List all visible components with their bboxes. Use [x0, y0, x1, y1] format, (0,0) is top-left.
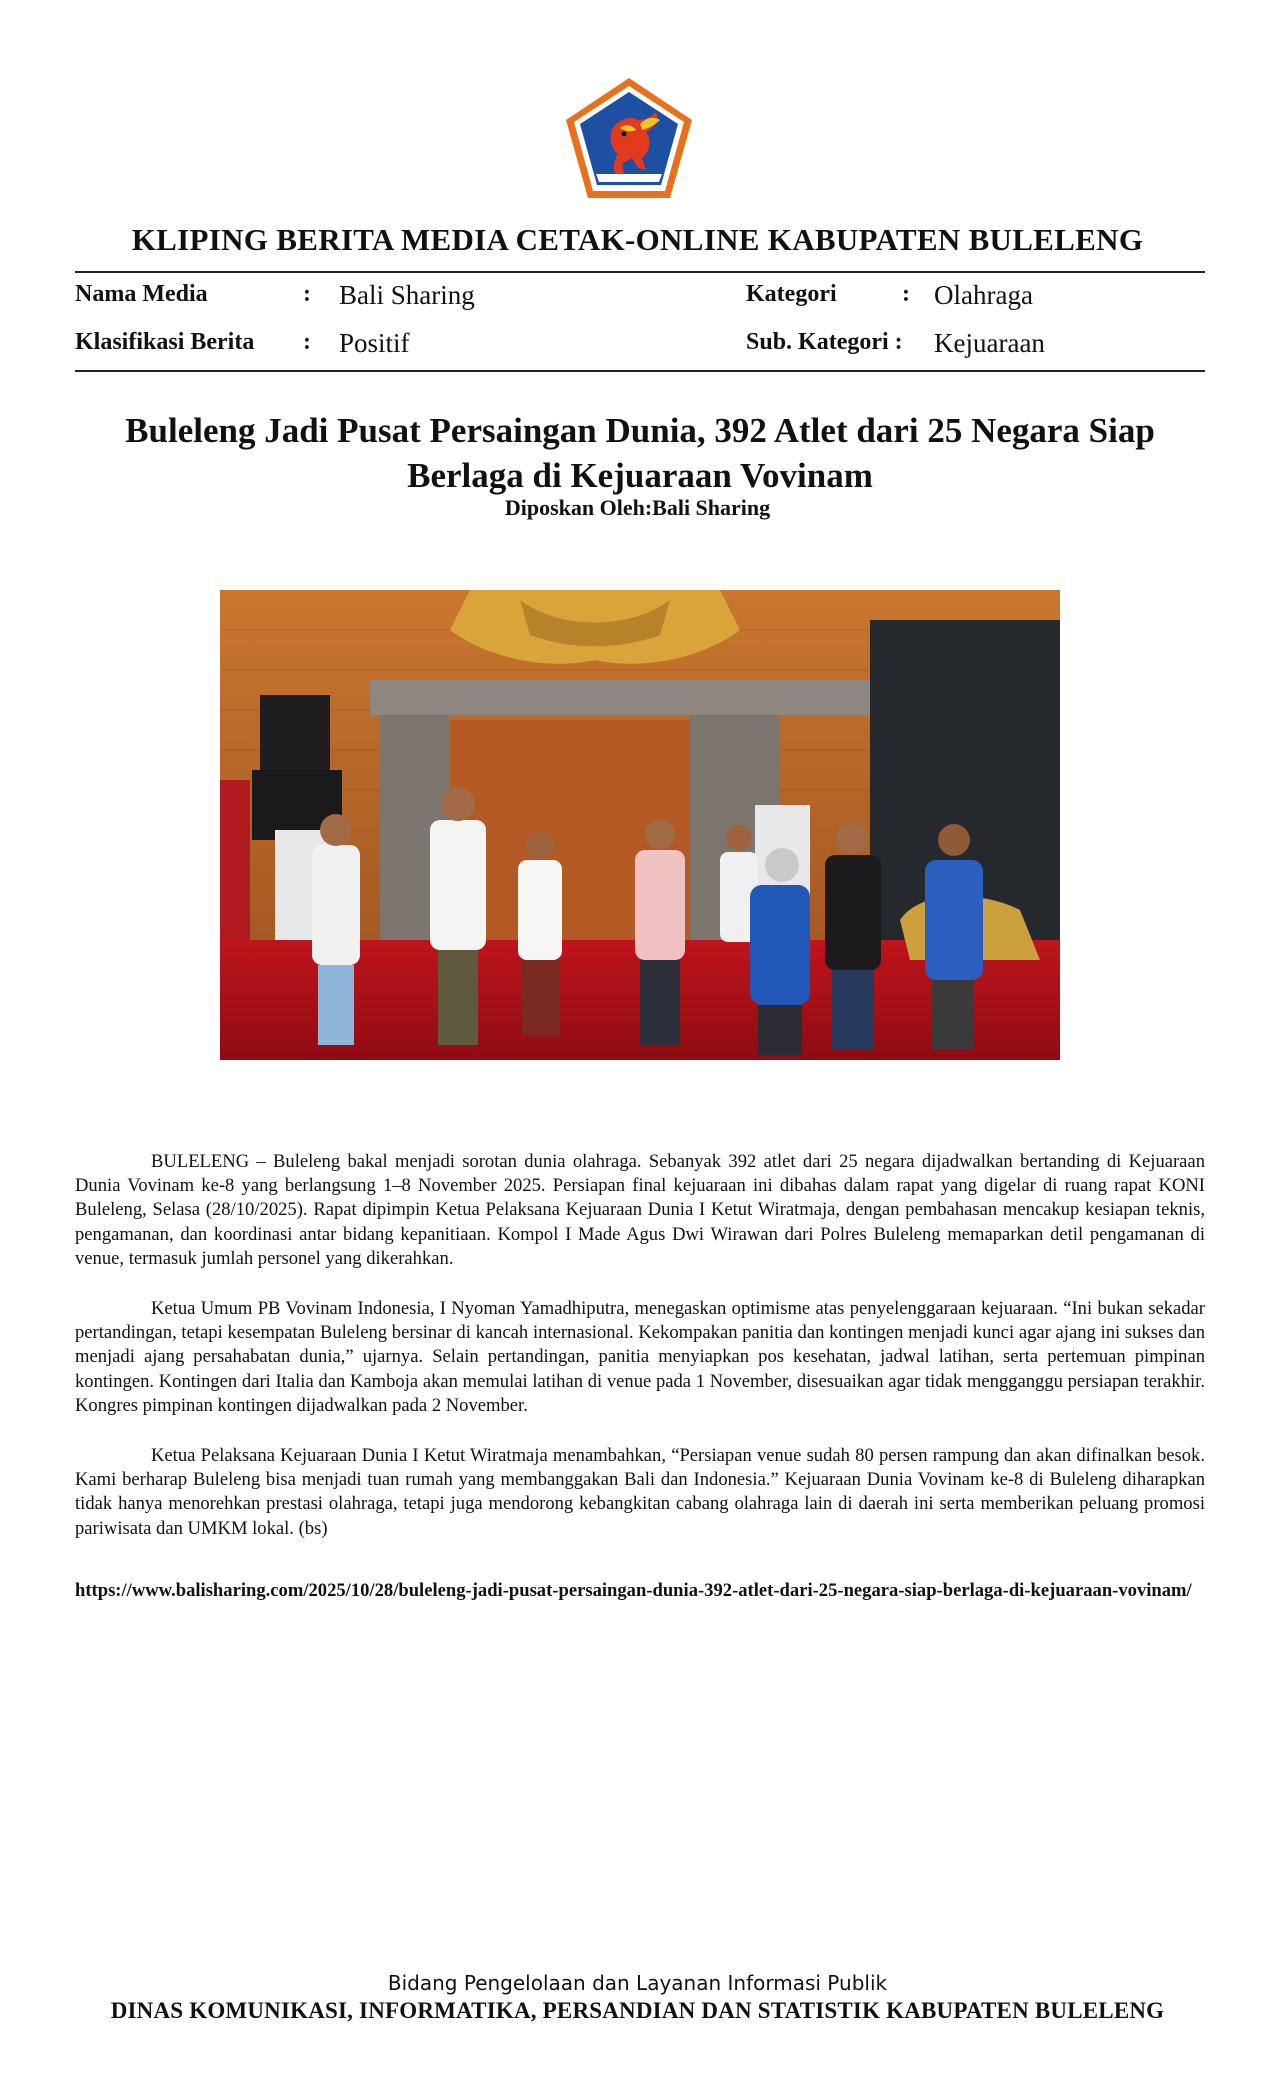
clipping-masthead-title: KLIPING BERITA MEDIA CETAK-ONLINE KABUPATEN BULELENG: [131, 222, 1144, 257]
sub-kategori-label: Sub. Kategori :: [746, 329, 903, 355]
nama-media-label: Nama Media: [75, 281, 208, 307]
header-divider-top: [75, 271, 1205, 273]
footer-agency: DINAS KOMUNIKASI, INFORMATIKA, PERSANDIAN DAN STATISTIK KABUPATEN BULELENG: [110, 1998, 1165, 2023]
klasifikasi-label: Klasifikasi Berita: [75, 329, 255, 355]
kategori-label: Kategori: [746, 281, 837, 307]
kategori-colon: :: [902, 281, 910, 307]
article-paragraph-2: Ketua Umum PB Vovinam Indonesia, I Nyoman Yamadhiputra, menegaskan optimisme atas penyelenggaraan kejuaraan. “Ini bukan sekadar pertandingan, tetapi kesempatan Buleleng bersinar di kancah internasional. Kekompakan panitia dan kontingen menjadi kunci agar ajang ini sukses dan menjadi ajang persahabatan dunia,” ujarnya. Selain pertandingan, panitia menyiapkan pos kesehatan, jadwal latihan, serta pertemuan pimpinan kontingen. Kontingen dari Italia dan Kamboja akan memulai latihan di venue pada 1 November, disesuaikan agar tidak mengganggu persiapan terakhir. Kongres pimpinan kontingen dijadwalkan pada 2 November.: [75, 1298, 1205, 1416]
article-headline: Buleleng Jadi Pusat Persaingan Dunia, 392 Atlet dari 25 Negara Siap Berlaga di Kejuaraan Vovinam: [125, 411, 1155, 495]
footer-division: Bidang Pengelolaan dan Layanan Informasi Publik: [387, 1971, 888, 1995]
article-body: [75, 1150, 1205, 1567]
emblem-icon: [562, 74, 696, 202]
article-byline: Diposkan Oleh:Bali Sharing: [504, 495, 771, 520]
event-venue-photo: [220, 590, 1060, 1060]
article-paragraph-1: BULELENG – Buleleng bakal menjadi sorotan dunia olahraga. Sebanyak 392 atlet dari 25 negara dijadwalkan bertanding di Kejuaraan Dunia Vovinam ke-8 yang berlangsung 1–8 November 2025. Persiapan final kejuaraan ini dibahas dalam rapat yang digelar di ruang rapat KONI Buleleng, Selasa (28/10/2025). Rapat dipimpin Ketua Pelaksana Kejuaraan Dunia I Ketut Wiratmaja, dengan pembahasan mencakup kesiapan teknis, pengamanan, dan koordinasi antar bidang kepanitiaan. Kompol I Made Agus Dwi Wirawan dari Polres Buleleng memaparkan detil pengamanan di venue, termasuk jumlah personel yang dikerahkan.: [75, 1151, 1205, 1269]
klasifikasi-value: Positif: [339, 328, 410, 358]
article-paragraph-3: Ketua Pelaksana Kejuaraan Dunia I Ketut Wiratmaja menambahkan, “Persiapan venue sudah 80 persen rampung dan akan difinalkan besok. Kami berharap Buleleng bisa menjadi tuan rumah yang membanggakan Bali dan Indonesia.” Kejuaraan Dunia Vovinam ke-8 di Buleleng diharapkan tidak hanya menorehkan prestasi olahraga, tetapi juga mendorong kebangkitan cabang olahraga lain di daerah ini serta memberikan peluang promosi pariwisata dan UMKM lokal. (bs): [75, 1445, 1205, 1539]
source-url-link[interactable]: https://www.balisharing.com/2025/10/28/buleleng-jadi-pusat-persaingan-dunia-392-atlet-dari-25-negara-siap-berlaga-di-kejuaraan-vovinam/: [75, 1580, 1192, 1601]
klasifikasi-colon: :: [303, 329, 311, 355]
header-divider-bottom: [75, 370, 1205, 372]
kabupaten-emblem-logo: [562, 74, 696, 202]
nama-media-value: Bali Sharing: [339, 280, 475, 310]
sub-kategori-value: Kejuaraan: [934, 328, 1045, 358]
article-photo: [220, 590, 1060, 1060]
nama-media-colon: :: [303, 281, 311, 307]
kategori-value: Olahraga: [934, 280, 1033, 310]
